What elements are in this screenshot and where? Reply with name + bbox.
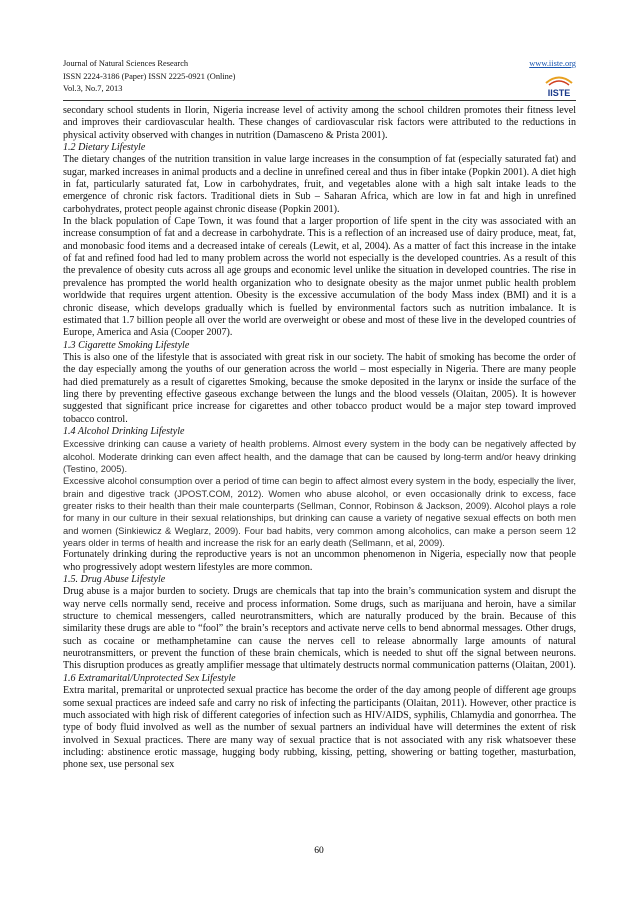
- paragraph: This is also one of the lifestyle that is associated with great risk in our society. The habit of smoking has become the order of the day especially among the youths of our generation across the world – most especially in Nigeria. There are many people had died prematurely as a result of cigarettes Smoking, because the smoke deposited in the larynx or inside the surface of the ling there by preventing effective gaseous exchange between the lungs and the blood vessels (Olaitan, 2005). It is however suggested that significant price increase for cigarettes and other tobacco product would be a major step toward improved tobacco control.: [63, 351, 576, 425]
- website-link[interactable]: www.iiste.org: [529, 59, 576, 68]
- page-number: 60: [314, 846, 324, 856]
- section-heading-sex: 1.6 Extramarital/Unprotected Sex Lifestyle: [63, 672, 236, 684]
- paragraph: Extra marital, premarital or unprotected sexual practice has become the order of the day among people of different age groups some sexual practices are indeed safe and carry no risk of infecting the participants (Olaitan, 2011). However, other practice is much associated with high risk of different categories of infection such as HIV/AIDS, syphilis, Chlamydia and gonorrhea. The type of body fluid involved as well as the number of sexual partners an individual have will determines the extent of risk involved in Sexual practices. There are many way of sexual practice that is not associated with any risk whatsoever these including: abstinence erotic massage, hugging body rubbing, kissing, petting, showering or batting together, masturbation, phone sex, use personal sex: [63, 685, 576, 771]
- journal-issn: ISSN 2224-3186 (Paper) ISSN 2225-0921 (Online): [63, 71, 236, 81]
- section-heading-drug: 1.5. Drug Abuse Lifestyle: [63, 574, 166, 586]
- paragraph: Fortunately drinking during the reproductive years is not an uncommon phenomenon in Nigeria, especially now that people who progressively adopt western lifestyles are more common.: [63, 549, 576, 573]
- paragraph: Excessive alcohol consumption over a period of time can begin to affect almost every system in the body, especially the liver, brain and digestive track (JPOST.COM, 2012). Women who abuse alcohol, or even occasionally drink to excess, face greater risks to their health than their male counterparts (Sellman, Connor, Robinson & Jackson, 2009). Alcohol plays a role for many in our culture in their sexual relationships, but drinking can cause a variety of negative sexual effects on both men and women (Sinkiewicz & Weglarz, 2009). Four bad habits, very common among alcoholics, can make a person seem 12 years older in terms of health and increase the risk for an early death (Sellmann, et al, 2009).: [63, 476, 576, 549]
- paragraph: Excessive drinking can cause a variety of health problems. Almost every system in the body can be negatively affected by alcohol. Moderate drinking can even affect health, and the damage that can be caused by long-term and/or heavy drinking (Testino, 2005).: [63, 439, 576, 474]
- section-heading-alcohol: 1.4 Alcohol Drinking Lifestyle: [63, 425, 185, 437]
- journal-title: Journal of Natural Sciences Research: [63, 59, 189, 68]
- section-heading-smoking: 1.3 Cigarette Smoking Lifestyle: [63, 339, 190, 351]
- document-page: [63, 58, 576, 772]
- header-rule: [63, 100, 576, 101]
- paragraph: In the black population of Cape Town, it was found that a larger proportion of life spent in the city was associated with an increase consumption of fat and a decrease in carbohydrate. This is a reflection of an increased use of dairy produce, meat, fat, and monobasic food items and a decreased intake of cereals (Lewit, et al, 2004). As a matter of fact this increase in the intake of fat and refined food had led to many problem across the world not especially is the developed countries. As a result of this the prevalence of obesity cuts across all age groups and economic level unlike the situation in developed countries. The rise in prevalence has prompted the world health organization who to designate obesity as the major unmet public health problem worldwide that requires urgent attention. Obesity is the excessive accumulation of the body Mass index (BMI) and it is a chronic disease, which develops gradually which is fuelled by environmental factors such as nutrition imbalance. It is estimated that 1.7 billion people all over the world are overweight or obese and most of these live in the developed countries of Europe, America and Asia (Cooper 2007).: [63, 216, 576, 339]
- logo-text: IISTE: [547, 88, 571, 98]
- paragraph: Drug abuse is a major burden to society. Drugs are chemicals that tap into the brain’s communication system and disrupt the way nerve cells normally send, receive and process information. Some drugs, such as marijuana and heroin, have a similar structure to chemical messengers, called neurotransmitters, which are naturally produced by the brain. Because of this similarity these drugs are able to “fool” the brain’s receptors and activate nerve cells to bend abnormal messages. Other drugs, such as cocaine or methamphetamine can cause the nerves cell to release abnormally large amounts of natural neurotransmitters, or prevent the function of these brain chemicals, which is needed to shut off the signal between neurons. This disruption produces as greatly amplifier message that ultimately destructs normal communication patterns (Olaitan, 2001).: [63, 586, 576, 672]
- paragraph: The dietary changes of the nutrition transition in value large increases in the consumption of fat (especially saturated fat) and sugar, marked increases in animal products and a decline in unrefined cereal and thus in fiber intake (Popkin 2001). A diet high in fat, particularly saturated fat, Low in carbohydrates, fruit, and vegetables alone with a high salt intake leads to the emergence of chronic risk factors. Traditional diets in Sub – Saharan Africa, which are low in fat and high in unrefined carbohydrates, protect people against chronic disease (Popkin 2001).: [63, 154, 576, 215]
- journal-volume: Vol.3, No.7, 2013: [63, 84, 123, 94]
- journal-info: [63, 58, 235, 96]
- paragraph: secondary school students in Ilorin, Nigeria increase level of activity among the school children promotes their fitness level and improves their cardiovascular health. These changes of cardiovascular risk factors were attributed to the reductions in physical activity observed with changes in nutrition (Damasceno & Prista 2001).: [63, 105, 576, 141]
- section-heading-dietary: 1.2 Dietary Lifestyle: [63, 142, 146, 154]
- journal-header: [63, 58, 576, 98]
- article-body: [63, 105, 576, 772]
- iiste-logo: [542, 71, 576, 99]
